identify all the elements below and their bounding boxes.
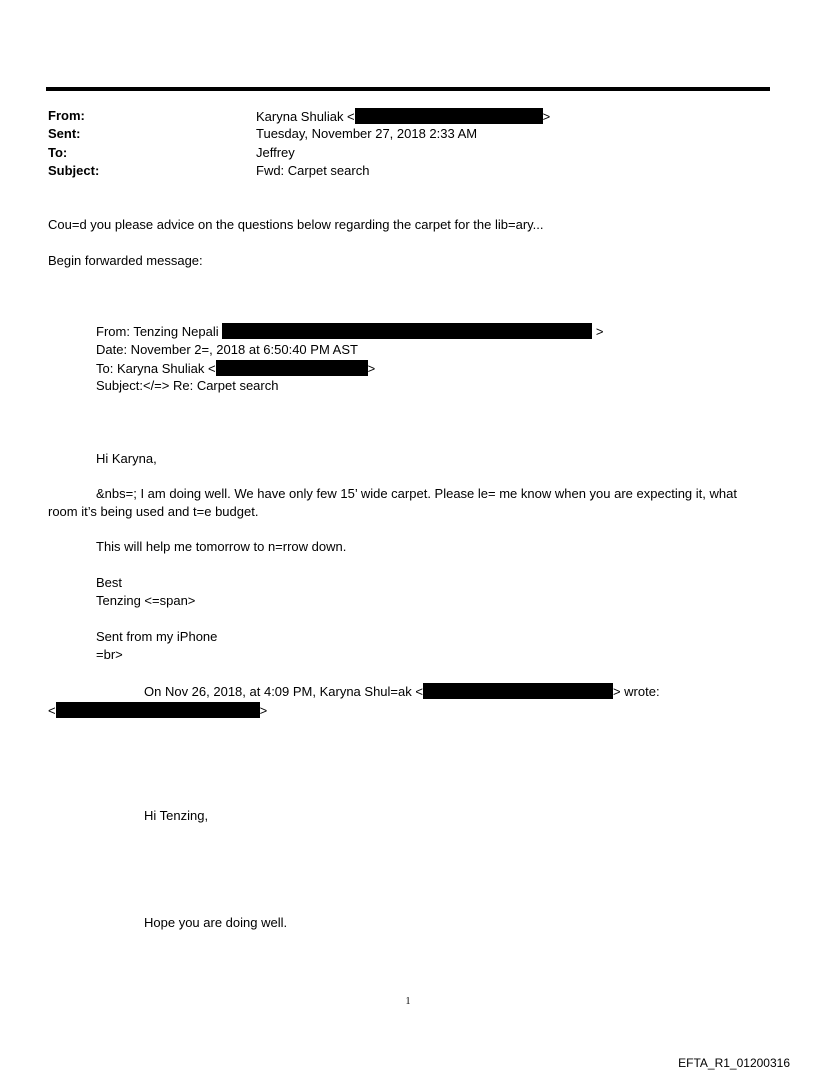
on-line-close: > wrote: [612, 684, 660, 699]
lt-symbol: < [48, 703, 56, 718]
closing-best: Best [96, 575, 123, 590]
quoted-header [144, 683, 660, 700]
sent-value: Tuesday, November 27, 2018 2:33 AM [256, 126, 478, 141]
hi-tenzing: Hi Tenzing, [144, 808, 209, 823]
redaction-block [423, 683, 613, 699]
from-name: Karyna Shuliak < [256, 109, 355, 124]
fwd-to-close: > [367, 361, 376, 376]
redaction-block [216, 360, 368, 376]
gt-symbol: > [259, 703, 268, 718]
sent-label: Sent: [48, 126, 81, 141]
subject-label: Subject: [48, 163, 100, 178]
br-text: =br> [96, 647, 123, 662]
subject-value: Fwd: Carpet search [256, 163, 370, 178]
fwd-from-close: > [592, 324, 604, 339]
intro-text: Cou=d you please advice on the questions below regarding the carpet for the lib=ary... [48, 217, 544, 232]
page-number: 1 [405, 996, 411, 1007]
fwd-subject: Subject:</=> Re: Carpet search [96, 378, 279, 393]
from-value [256, 108, 550, 125]
to-label: To: [48, 145, 68, 160]
fwd-from-text: From: Tenzing Nepali [96, 324, 223, 339]
fwd-to-text: To: Karyna Shuliak < [96, 361, 216, 376]
to-value: Jeffrey [256, 145, 295, 160]
on-line-text: On Nov 26, 2018, at 4:09 PM, Karyna Shul=ak < [144, 684, 423, 699]
fwd-from [96, 323, 603, 340]
begin-forwarded: Begin forwarded message: [48, 253, 203, 268]
redaction-block [56, 702, 260, 718]
hope-text: Hope you are doing well. [144, 915, 288, 930]
paragraph-1-line-2: room it’s being used and t=e budget. [48, 504, 259, 519]
paragraph-1-line-1: &nbs=; I am doing well. We have only few 15’ wide carpet. Please le= me know when you are expecting it, what [96, 486, 737, 501]
quoted-address [48, 702, 267, 719]
fwd-date: Date: November 2=, 2018 at 6:50:40 PM AST [96, 342, 358, 357]
footer-id: EFTA_R1_01200316 [678, 1056, 790, 1070]
from-label: From: [48, 108, 85, 123]
redaction-block [222, 323, 592, 339]
header-rule [46, 87, 770, 91]
sent-from-iphone: Sent from my iPhone [96, 629, 218, 644]
redaction-block [355, 108, 543, 124]
signature: Tenzing <=span> [96, 593, 196, 608]
fwd-to [96, 360, 375, 377]
from-close: > [542, 109, 551, 124]
greeting: Hi Karyna, [96, 451, 157, 466]
paragraph-2: This will help me tomorrow to n=rrow down. [96, 539, 347, 554]
